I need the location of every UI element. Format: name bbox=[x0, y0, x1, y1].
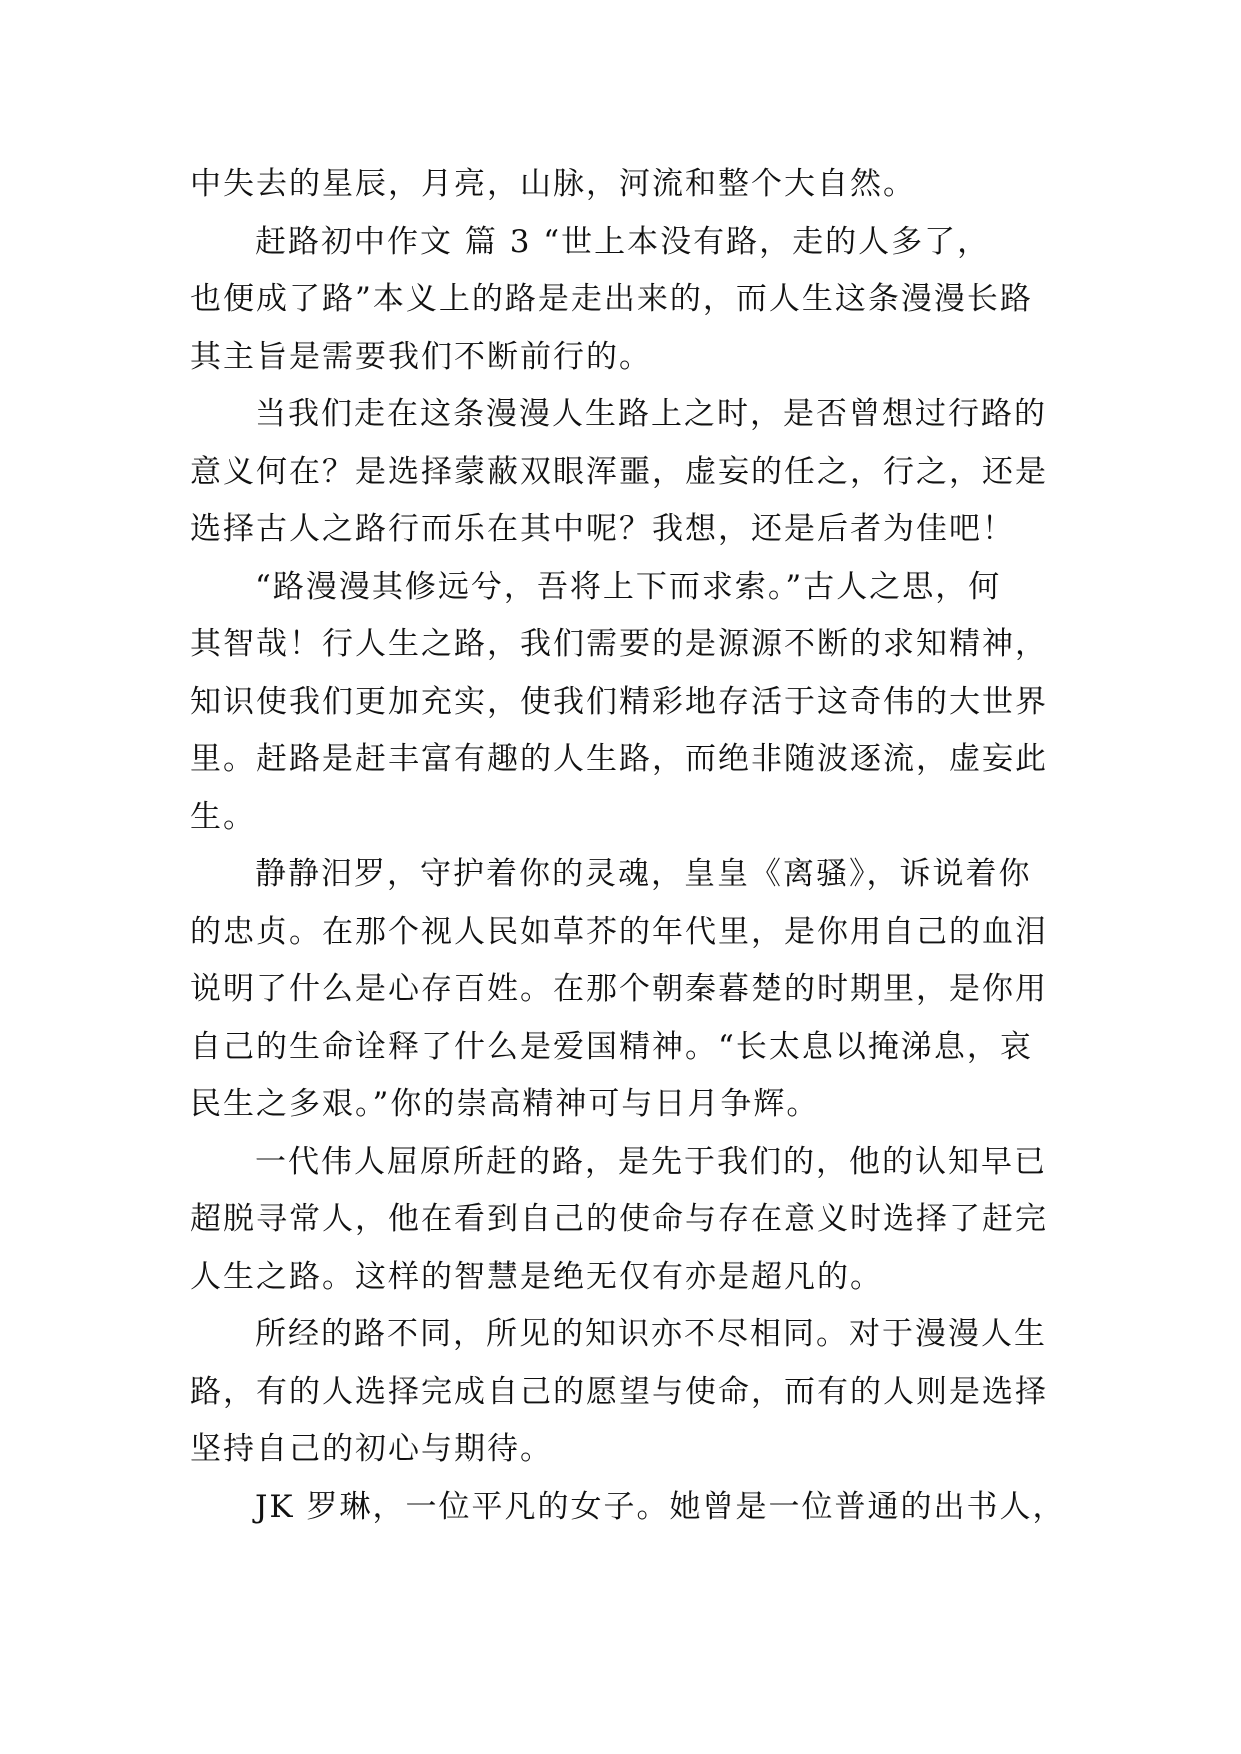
text-line: 超脱寻常人，他在看到自己的使命与存在意义时选择了赶完 bbox=[190, 1201, 1048, 1237]
text-line: 民生之多艰。”你的崇高精神可与日月争辉。 bbox=[190, 1086, 820, 1122]
text-line: 里。赶路是赶丰富有趣的人生路，而绝非随波逐流，虚妄此 bbox=[190, 741, 1048, 777]
text-line: 中失去的星辰，月亮，山脉，河流和整个大自然。 bbox=[190, 166, 916, 202]
text-line: 的忠贞。在那个视人民如草芥的年代里，是你用自己的血泪 bbox=[190, 913, 1048, 950]
document-body bbox=[190, 156, 1066, 1536]
text-line: JK 罗琳，一位平凡的女子。她曾是一位普通的出书人， bbox=[255, 1488, 1066, 1525]
text-line: 赶路初中作文 篇 3 “世上本没有路，走的人多了， bbox=[255, 223, 991, 260]
text-line: 其主旨是需要我们不断前行的。 bbox=[190, 338, 652, 375]
text-line: 所经的路不同，所见的知识亦不尽相同。对于漫漫人生 bbox=[255, 1316, 1047, 1352]
text-line: 静静汨罗，守护着你的灵魂，皇皇《离骚》，诉说着你 bbox=[255, 856, 1032, 892]
text-line: 生。 bbox=[190, 798, 256, 835]
text-line: 人生之路。这样的智慧是绝无仅有亦是超凡的。 bbox=[190, 1258, 883, 1295]
text-line: 选择古人之路行而乐在其中呢？我想，还是后者为佳吧！ bbox=[190, 511, 1015, 547]
text-line: “路漫漫其修远兮，吾将上下而求索。”古人之思，何 bbox=[255, 568, 1002, 605]
text-line: 一代伟人屈原所赶的路，是先于我们的，他的认知早已 bbox=[255, 1143, 1047, 1180]
text-line: 说明了什么是心存百姓。在那个朝秦暮楚的时期里，是你用 bbox=[190, 971, 1048, 1007]
text-line: 路，有的人选择完成自己的愿望与使命，而有的人则是选择 bbox=[190, 1373, 1048, 1410]
text-line: 意义何在？是选择蒙蔽双眼浑噩，虚妄的任之，行之，还是 bbox=[190, 453, 1048, 490]
text-line: 也便成了路”本义上的路是走出来的，而人生这条漫漫长路 bbox=[190, 281, 1033, 317]
text-line: 当我们走在这条漫漫人生路上之时，是否曾想过行路的 bbox=[255, 396, 1047, 432]
text-line: 自己的生命诠释了什么是爱国精神。“长太息以掩涕息，哀 bbox=[190, 1028, 1033, 1065]
text-line: 知识使我们更加充实，使我们精彩地存活于这奇伟的大世界 bbox=[190, 683, 1048, 720]
text-line: 坚持自己的初心与期待。 bbox=[190, 1431, 553, 1467]
text-line: 其智哉！行人生之路，我们需要的是源源不断的求知精神， bbox=[190, 626, 1048, 662]
